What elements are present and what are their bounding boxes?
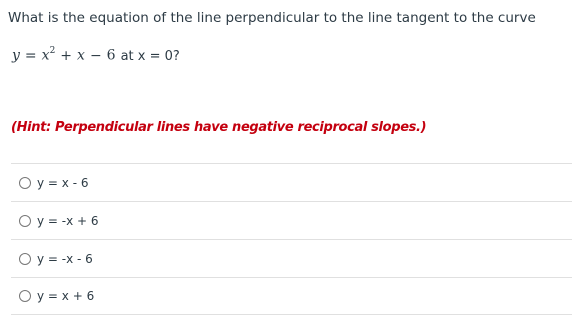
equation-exponent: 2 <box>49 46 56 56</box>
equation-plus: + <box>60 47 73 64</box>
equation-constant: 6 <box>106 47 116 64</box>
curve-equation <box>12 43 180 66</box>
equation-equals: = <box>24 47 37 64</box>
equation-x-term: x <box>41 47 50 64</box>
equation-lhs: y <box>12 47 20 64</box>
radio-button-icon[interactable] <box>19 215 31 227</box>
radio-button-icon[interactable] <box>19 253 31 265</box>
equation-x-linear: x <box>77 47 85 64</box>
radio-button-icon[interactable] <box>19 177 31 189</box>
equation-condition: at x = 0? <box>120 48 180 64</box>
answer-option-1[interactable] <box>11 163 572 201</box>
radio-button-icon[interactable] <box>19 290 31 302</box>
answer-label: y = x - 6 <box>37 175 89 190</box>
equation-minus: − <box>89 47 102 64</box>
answer-label: y = -x + 6 <box>37 213 99 228</box>
question-text: What is the equation of the line perpendicular to the line tangent to the curve <box>8 10 536 26</box>
answer-option-2[interactable] <box>11 201 572 239</box>
answer-label: y = x + 6 <box>37 289 95 303</box>
equation-math <box>12 43 116 65</box>
hint-text: (Hint: Perpendicular lines have negative reciprocal slopes.) <box>11 120 427 135</box>
answer-option-3[interactable] <box>11 239 572 277</box>
answer-option-4[interactable] <box>11 277 572 315</box>
answer-label: y = -x - 6 <box>37 251 93 266</box>
answer-list <box>11 163 572 315</box>
